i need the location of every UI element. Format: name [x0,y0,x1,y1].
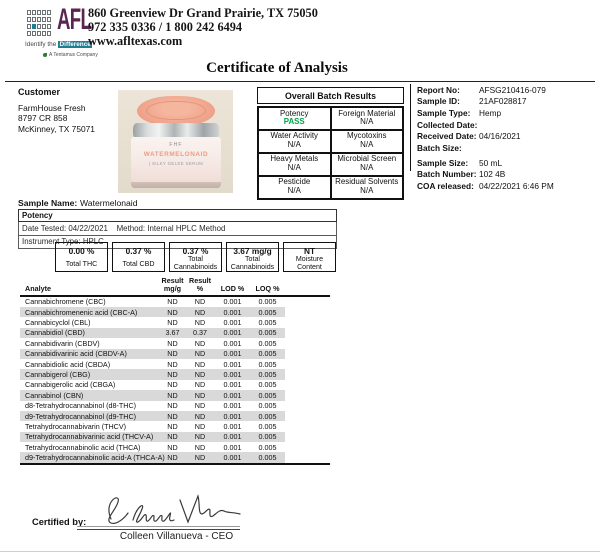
summary-box [226,242,279,272]
analyte-row [20,369,285,379]
batch-cell-label: Potency [279,108,309,118]
result-mg-value: ND [167,349,178,359]
analyte-row [20,442,285,452]
report-value: AFSG210416-079 [479,84,546,95]
jar-product-name: WATERMELONAID [143,151,209,158]
result-mg-value: ND [167,307,178,317]
logo-tagline [25,41,92,48]
tentamus-text: A Tentamus Company [49,52,98,58]
summary-value: 0.37 % [125,246,152,256]
jar-lid [137,96,215,126]
jar-base [131,182,221,188]
signature-graphic [95,489,245,531]
page-bottom-rule [0,551,600,552]
batch-cell-value: N/A [360,163,374,173]
result-mg-value: ND [167,297,178,307]
analyte-row [20,421,285,431]
lab-website: www.afltexas.com [88,34,183,49]
report-row [417,180,598,192]
loq-value: 0.005 [258,318,277,328]
customer-name: FarmHouse Fresh [18,102,86,113]
summary-boxes [55,242,336,272]
potency-method-line: Date Tested: 04/22/2021 Method: Internal HPLC Method [18,222,337,236]
report-value: 102 4B [479,169,506,180]
lod-value: 0.001 [223,453,242,463]
report-label: Sample Type: [417,107,471,118]
lod-value: 0.001 [223,421,242,431]
report-row [417,107,598,119]
report-label: COA released: [417,181,474,192]
batch-cell [331,130,404,153]
loq-value: 0.005 [258,328,277,338]
report-value: 21AF028817 [479,96,527,107]
batch-results-grid [257,106,404,200]
analyte-name: d8-Tetrahydrocannabinol (d8-THC) [25,401,137,411]
analyte-name: Cannabidivarinic acid (CBDV-A) [25,349,127,359]
report-label: Collected Date: [417,119,478,130]
report-row [417,130,598,142]
header-result-pct: Result % [189,276,211,293]
summary-label: Total THC [65,259,98,268]
jar-brand-mark: FHF [169,142,183,148]
batch-cell-value: N/A [360,117,374,127]
lod-value: 0.001 [223,411,242,421]
batch-cell-value: N/A [287,185,301,195]
tentamus-line [43,52,98,58]
report-info-separator [410,84,411,171]
loq-value: 0.005 [258,380,277,390]
result-mg-value: ND [167,338,178,348]
analyte-row [20,338,285,348]
analyte-row [20,359,285,369]
analyte-name: Cannabichromenenic acid (CBC-A) [25,307,138,317]
analyte-name: Cannabidiol (CBD) [25,328,85,338]
report-label: Report No: [417,84,460,95]
customer-city: McKinney, TX 75071 [18,123,95,134]
report-row [417,119,598,131]
result-pct-value: 0.37 [193,328,207,338]
batch-cell-label: Residual Solvents [335,177,399,187]
lod-value: 0.001 [223,380,242,390]
analyte-row [20,328,285,338]
tentamus-leaf-icon [43,53,47,57]
summary-value: 0.00 % [68,246,95,256]
loq-value: 0.005 [258,338,277,348]
header-analyte: Analyte [25,283,51,293]
loq-value: 0.005 [258,442,277,452]
analyte-row [20,380,285,390]
result-mg-value: ND [167,421,178,431]
result-mg-value: ND [167,442,178,452]
sample-name-label: Sample Name: [18,198,78,208]
batch-cell-label: Water Activity [270,131,318,141]
result-mg-value: ND [167,390,178,400]
result-mg-value: ND [167,411,178,421]
batch-cell [331,107,404,130]
batch-cell-value: N/A [287,140,301,150]
header-loq: LOQ % [255,283,280,293]
lod-value: 0.001 [223,307,242,317]
loq-value: 0.005 [258,370,277,380]
result-pct-value: ND [194,442,206,452]
result-pct-value: ND [194,380,206,390]
batch-cell-label: Microbial Screen [337,154,397,164]
summary-box [169,242,222,272]
analyte-name: d9-Tetrahydrocannabinolic acid-A (THCA-A) [25,453,165,463]
result-pct-value: ND [194,401,206,411]
table-bottom-rule [20,463,330,465]
analyte-row [20,411,285,421]
summary-box [283,242,336,272]
batch-cell [331,153,404,176]
report-row [417,169,598,181]
jar-product-subtitle: | SILKY GELEE SERUM [148,160,204,166]
analyte-table [20,277,330,465]
result-pct-value: ND [194,421,206,431]
report-row [417,84,598,96]
result-mg-value: ND [167,359,178,369]
analyte-row [20,432,285,442]
jar-body [131,137,221,183]
lod-value: 0.001 [223,401,242,411]
analyte-name: Cannabigerolic acid (CBGA) [25,380,116,390]
loq-value: 0.005 [258,411,277,421]
analyte-row [20,317,285,327]
analyte-row [20,401,285,411]
analyte-name: Cannabicyclol (CBL) [25,318,91,328]
report-value: 04/16/2021 [479,131,521,142]
analyte-rows [20,297,330,463]
batch-cell-label: Pesticide [278,177,311,187]
report-row [417,96,598,108]
customer-section [18,87,95,134]
result-pct-value: ND [194,432,206,442]
batch-results-title: Overall Batch Results [257,87,404,104]
analyte-name: Tetrahydrocannabivarin (THCV) [25,421,127,431]
analyte-header [20,277,330,297]
analyte-row [20,390,285,400]
result-pct-value: ND [194,318,206,328]
summary-label: Total CBD [122,259,155,268]
analyte-name: Tetrahydrocannabinolic acid (THCA) [25,442,141,452]
batch-cell-label: Mycotoxins [347,131,387,141]
loq-value: 0.005 [258,421,277,431]
summary-label: Total Cannabinoids [173,255,218,271]
result-pct-value: ND [194,390,206,400]
batch-cell-value: N/A [360,185,374,195]
batch-cell [258,107,331,130]
batch-cell-label: Heavy Metals [270,154,319,164]
loq-value: 0.005 [258,453,277,463]
potency-title: Potency [18,209,337,222]
batch-cell [331,176,404,199]
product-photo [118,90,233,193]
result-mg-value: ND [167,401,178,411]
customer-street: 8797 CR 858 [18,113,68,124]
logo-grid-icon [27,10,51,36]
report-value: 04/22/2021 6:46 PM [479,181,554,192]
batch-cell-value: N/A [360,140,374,150]
analyte-row [20,349,285,359]
batch-cell [258,130,331,153]
lab-contact-block [88,6,318,49]
certified-by-label: Certified by: [32,517,87,527]
result-mg-value: 3.67 [165,328,180,338]
batch-results-table [257,87,404,200]
signer-name: Colleen Villanueva - CEO [119,531,234,542]
loq-value: 0.005 [258,401,277,411]
batch-cell [258,176,331,199]
analyte-name: Cannabinol (CBN) [25,390,84,400]
analyte-name: d9-Tetrahydrocannabinol (d9-THC) [25,411,137,421]
result-pct-value: ND [194,297,206,307]
customer-heading: Customer [18,87,61,97]
result-pct-value: ND [194,307,206,317]
lod-value: 0.001 [223,349,242,359]
batch-cell-value: PASS [283,117,305,127]
loq-value: 0.005 [258,307,277,317]
lod-value: 0.001 [223,338,242,348]
analyte-row [20,307,285,317]
result-pct-value: ND [194,338,206,348]
summary-box [55,242,108,272]
loq-value: 0.005 [258,349,277,359]
result-pct-value: ND [194,370,206,380]
tagline-highlight: Difference [59,41,91,48]
batch-cell-label: Foreign Material [338,108,396,118]
report-value: 50 mL [479,157,503,168]
analyte-name: Cannabigerol (CBG) [25,370,91,380]
report-label: Sample ID: [417,96,460,107]
analyte-row [20,452,285,462]
result-mg-value: ND [167,432,178,442]
report-label: Received Date: [417,131,477,142]
lod-value: 0.001 [223,328,242,338]
sample-name-value: Watermelonaid [80,198,138,208]
analyte-name: Cannabidiolic acid (CBDA) [25,359,111,369]
report-label: Batch Number: [417,169,477,180]
report-row [417,157,598,169]
result-mg-value: ND [167,318,178,328]
summary-label: Total Cannabinoids [230,255,275,271]
analyte-name: Tetrahydrocannabivarinic acid (THCV-A) [25,432,154,442]
summary-value: NT [303,246,316,256]
loq-value: 0.005 [258,297,277,307]
signature-line [77,526,240,530]
summary-value: 3.67 mg/g [233,246,272,256]
report-value: Hemp [479,107,502,118]
lod-value: 0.001 [223,318,242,328]
analyte-name: Cannabichromene (CBC) [25,297,106,307]
loq-value: 0.005 [258,359,277,369]
loq-value: 0.005 [258,432,277,442]
lab-phone: 972 335 0336 / 1 800 242 6494 [88,20,243,35]
title-divider [5,81,595,82]
potency-instrument-line: Instrument Type: HPLC [18,236,337,250]
result-pct-value: ND [194,359,206,369]
lod-value: 0.001 [223,297,242,307]
page-title: Certificate of Analysis [206,60,348,76]
batch-cell [258,153,331,176]
analyte-row [20,297,285,307]
batch-cell-value: N/A [287,163,301,173]
afl-wordmark: AFL [57,3,92,36]
sample-name-row [18,198,137,208]
lab-address: 860 Greenview Dr Grand Prairie, TX 75050 [88,6,318,20]
result-mg-value: ND [167,370,178,380]
result-mg-value: ND [167,380,178,390]
tagline-prefix: Identify the [25,41,59,48]
report-label: Sample Size: [417,157,469,168]
result-mg-value: ND [167,453,178,463]
report-label: Batch Size: [417,142,462,153]
lod-value: 0.001 [223,359,242,369]
report-info [417,84,598,192]
analyte-name: Cannabidivarin (CBDV) [25,338,100,348]
summary-label: Moisture Content [295,255,324,271]
lod-value: 0.001 [223,442,242,452]
lod-value: 0.001 [223,370,242,380]
header-lod: LOD % [220,283,245,293]
summary-box [112,242,165,272]
report-row [417,142,598,154]
lod-value: 0.001 [223,390,242,400]
loq-value: 0.005 [258,390,277,400]
result-pct-value: ND [194,453,206,463]
result-pct-value: ND [194,349,206,359]
result-pct-value: ND [194,411,206,421]
header-result-mg: Result mg/g [161,276,184,293]
lod-value: 0.001 [223,432,242,442]
summary-value: 0.37 % [182,246,209,256]
